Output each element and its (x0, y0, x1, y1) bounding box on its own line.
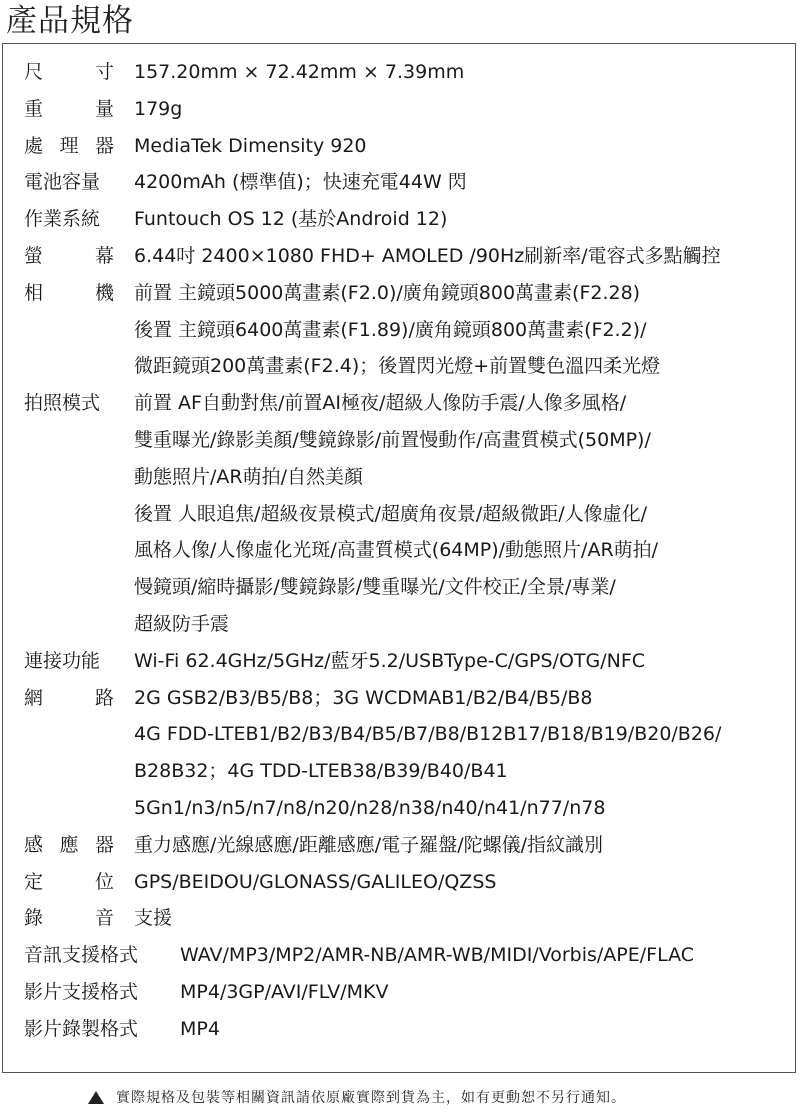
spec-value-line: 雙重曝光/錄影美顏/雙鏡錄影/前置慢動作/高畫質模式(50MP)/ (134, 429, 651, 451)
spec-label-part: 影片錄製格式 (24, 1017, 139, 1040)
spec-value-line: 4200mAh (標準值)；快速充電44W 閃 (134, 171, 467, 194)
spec-label (24, 275, 114, 312)
spec-label-part: 連接功能 (24, 649, 101, 672)
spec-value-line: 重力感應/光線感應/距離感應/電子羅盤/陀螺儀/指紋識別 (134, 833, 604, 856)
spec-value-line: 慢鏡頭/縮時攝影/雙鏡錄影/雙重曝光/文件校正/全景/專業/ (134, 576, 616, 599)
spec-label (24, 238, 114, 275)
spec-label-part: 音 (94, 907, 114, 930)
spec-value-line: MP4/3GP/AVI/FLV/MKV (180, 981, 389, 1003)
spec-label (24, 680, 114, 717)
spec-label (24, 974, 138, 1011)
spec-value-line: 微距鏡頭200萬畫素(F2.4)；後置閃光燈+前置雙色溫四柔光燈 (134, 355, 661, 378)
spec-label-part: 定 (24, 870, 44, 893)
spec-value-line: 後置 人眼追焦/超級夜景模式/超廣角夜景/超級微距/人像虛化/ (134, 502, 648, 525)
spec-value-line: 2G GSB2/B3/B5/B8；3G WCDMAB1/B2/B4/B5/B8 (134, 686, 593, 709)
spec-label-part: 機 (94, 281, 114, 304)
triangle-up-icon (88, 1091, 104, 1104)
spec-label (24, 164, 114, 201)
spec-value-line: WAV/MP3/MP2/AMR-NB/AMR-WB/MIDI/Vorbis/APE/FLAC (180, 944, 695, 967)
spec-label-part: 影片支援格式 (24, 981, 139, 1003)
spec-label (24, 643, 114, 680)
spec-label (24, 827, 114, 864)
spec-value-line: 157.20mm × 72.42mm × 7.39mm (134, 61, 465, 83)
spec-value-line: 後置 主鏡頭6400萬畫素(F1.89)/廣角鏡頭800萬畫素(F2.2)/ (134, 318, 647, 341)
spec-label-part: 重 (24, 97, 44, 120)
footer-note-text: 實際規格及包裝等相關資訊請依原廠實際到貨為主，如有更動恕不另行通知。 (116, 1090, 626, 1106)
spec-value-line: 支援 (134, 907, 173, 930)
spec-label-part: 拍照模式 (24, 392, 101, 415)
spec-label-part: 寸 (94, 61, 114, 83)
spec-label-part: 尺 (24, 61, 44, 83)
spec-value-line: 4G FDD-LTEB1/B2/B3/B4/B5/B7/B8/B12B17/B18/B19/B20/B26/ (134, 723, 722, 746)
spec-value-line: 6.44吋 2400×1080 FHD+ AMOLED /90Hz刷新率/電容式多點觸控 (134, 245, 721, 267)
spec-label (24, 128, 114, 165)
spec-label-part: 錄 (24, 907, 44, 930)
spec-label-part: 螢 (24, 245, 44, 267)
spec-label (24, 54, 114, 91)
spec-label (24, 91, 114, 128)
spec-label-part: 相 (24, 281, 44, 304)
spec-value-line: 5Gn1/n3/n5/n7/n8/n20/n28/n38/n40/n41/n77/n78 (134, 797, 606, 819)
spec-label-part: 器 (94, 833, 114, 856)
spec-value-line: 動態照片/AR萌拍/自然美顏 (134, 465, 364, 488)
spec-value-line: 179g (134, 97, 183, 120)
spec-value-line: Funtouch OS 12 (基於Android 12) (134, 208, 448, 231)
spec-label (24, 1011, 138, 1048)
spec-label-part: 位 (94, 870, 114, 893)
spec-label (24, 385, 114, 422)
spec-label-part: 音訊支援格式 (24, 944, 139, 967)
spec-label-part: 量 (94, 97, 114, 120)
spec-value-line: 前置 主鏡頭5000萬畫素(F2.0)/廣角鏡頭800萬畫素(F2.28) (134, 281, 641, 304)
spec-label (24, 201, 114, 238)
spec-label (24, 864, 114, 901)
spec-value-line: B28B32；4G TDD-LTEB38/B39/B40/B41 (134, 760, 508, 783)
spec-value-line: MP4 (180, 1017, 220, 1040)
spec-label-part: 路 (94, 686, 114, 709)
spec-value-line: Wi-Fi 62.4GHz/5GHz/藍牙5.2/USBType-C/GPS/OTG/NFC (134, 649, 646, 672)
spec-label-part: 電池容量 (24, 171, 101, 194)
footer-note (88, 1087, 626, 1107)
spec-label-part: 幕 (94, 245, 114, 267)
spec-value-line: 超級防手震 (134, 613, 230, 635)
page-title: 產品規格 (6, 3, 134, 39)
spec-label-part: 理 (59, 134, 79, 157)
spec-label-part: 感 (24, 833, 44, 856)
spec-label (24, 900, 114, 937)
spec-label-part: 網 (24, 686, 44, 709)
spec-table (2, 43, 796, 1073)
spec-value-line: 前置 AF自動對焦/前置AI極夜/超級人像防手震/人像多風格/ (134, 392, 627, 415)
spec-value-line: 風格人像/人像虛化光斑/高畫質模式(64MP)/動態照片/AR萌拍/ (134, 539, 659, 562)
spec-value-line: GPS/BEIDOU/GLONASS/GALILEO/QZSS (134, 870, 497, 893)
spec-label-part: 應 (59, 833, 79, 856)
spec-label-part: 器 (94, 134, 114, 157)
spec-value-line: MediaTek Dimensity 920 (134, 134, 367, 157)
spec-label-part: 處 (24, 134, 44, 157)
spec-label-part: 作業系統 (24, 208, 101, 231)
spec-label (24, 937, 138, 974)
